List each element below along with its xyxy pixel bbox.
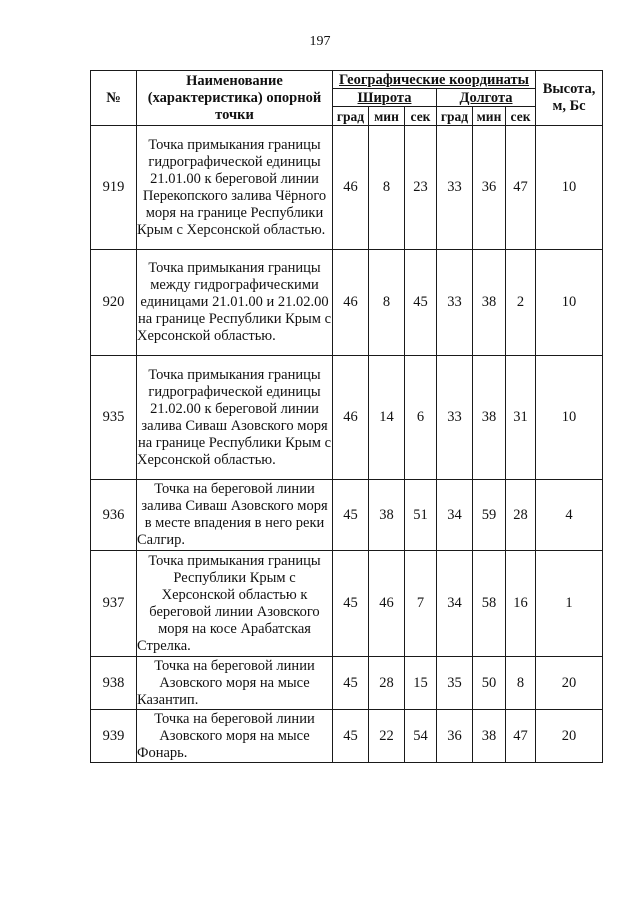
geo-coordinates-label: Географические координаты [339,71,530,88]
point-name: Точка примыкания границы гидрографической единицы 21.01.00 к береговой линии Перекопского залива Чёрного моря на границе Республики Крым с Херсонской областью. [137,126,333,250]
longitude-degrees: 34 [437,480,473,551]
longitude-minutes: 38 [473,250,506,356]
point-number: 919 [91,126,137,250]
table-row [91,710,603,763]
latitude-degrees: 45 [333,551,369,657]
point-number: 938 [91,657,137,710]
coordinates-table [90,70,603,763]
table-row [91,551,603,657]
longitude-degrees: 35 [437,657,473,710]
longitude-minutes: 58 [473,551,506,657]
height-value: 20 [536,657,603,710]
unit-longitude-minutes: мин [473,107,506,126]
longitude-degrees: 34 [437,551,473,657]
table-row [91,250,603,356]
latitude-seconds: 15 [405,657,437,710]
height-value: 10 [536,126,603,250]
table-header [91,71,603,126]
latitude-degrees: 45 [333,657,369,710]
point-name: Точка на береговой линии Азовского моря на мысе Фонарь. [137,710,333,763]
latitude-seconds: 7 [405,551,437,657]
longitude-minutes: 50 [473,657,506,710]
column-header-latitude [333,89,437,107]
latitude-seconds: 23 [405,126,437,250]
longitude-seconds: 47 [506,126,536,250]
longitude-label: Долгота [459,89,513,106]
latitude-label: Широта [357,89,412,106]
longitude-seconds: 2 [506,250,536,356]
longitude-seconds: 16 [506,551,536,657]
latitude-degrees: 45 [333,710,369,763]
longitude-seconds: 8 [506,657,536,710]
latitude-degrees: 46 [333,126,369,250]
height-value: 10 [536,250,603,356]
latitude-degrees: 45 [333,480,369,551]
column-header-height: Высота, м, Бс [536,71,603,126]
table-row [91,480,603,551]
longitude-seconds: 47 [506,710,536,763]
table-row [91,126,603,250]
height-value: 10 [536,356,603,480]
point-name: Точка на береговой линии Азовского моря на мысе Казантип. [137,657,333,710]
latitude-minutes: 28 [369,657,405,710]
point-number: 936 [91,480,137,551]
column-header-name: Наименование (характеристика) опорной точки [137,71,333,126]
point-name: Точка примыкания границы между гидрографическими единицами 21.01.00 и 21.02.00 на границе Республики Крым с Херсонской областью. [137,250,333,356]
longitude-seconds: 28 [506,480,536,551]
point-number: 939 [91,710,137,763]
unit-latitude-seconds: сек [405,107,437,126]
longitude-minutes: 59 [473,480,506,551]
column-header-number: № [91,71,137,126]
longitude-seconds: 31 [506,356,536,480]
column-header-longitude [437,89,536,107]
latitude-degrees: 46 [333,250,369,356]
height-value: 20 [536,710,603,763]
latitude-seconds: 6 [405,356,437,480]
latitude-minutes: 14 [369,356,405,480]
point-number: 935 [91,356,137,480]
point-name: Точка примыкания границы Республики Крым с Херсонской областью к береговой линии Азовского моря на косе Арабатская Стрелка. [137,551,333,657]
longitude-degrees: 33 [437,250,473,356]
column-header-geo-coordinates [333,71,536,89]
point-name: Точка примыкания границы гидрографической единицы 21.02.00 к береговой линии залива Сиваш Азовского моря на границе Республики Крым с Херсонской областью. [137,356,333,480]
table-row [91,356,603,480]
unit-latitude-minutes: мин [369,107,405,126]
latitude-seconds: 54 [405,710,437,763]
height-value: 4 [536,480,603,551]
latitude-minutes: 22 [369,710,405,763]
point-name: Точка на береговой линии залива Сиваш Азовского моря в месте впадения в него реки Салгир. [137,480,333,551]
page-number: 197 [309,34,331,49]
latitude-minutes: 38 [369,480,405,551]
latitude-seconds: 45 [405,250,437,356]
latitude-minutes: 8 [369,126,405,250]
latitude-minutes: 46 [369,551,405,657]
unit-longitude-seconds: сек [506,107,536,126]
longitude-minutes: 38 [473,710,506,763]
point-number: 937 [91,551,137,657]
latitude-degrees: 46 [333,356,369,480]
height-value: 1 [536,551,603,657]
latitude-minutes: 8 [369,250,405,356]
latitude-seconds: 51 [405,480,437,551]
unit-latitude-degrees: град [333,107,369,126]
longitude-minutes: 36 [473,126,506,250]
table-row [91,657,603,710]
longitude-degrees: 36 [437,710,473,763]
unit-longitude-degrees: град [437,107,473,126]
longitude-degrees: 33 [437,356,473,480]
point-number: 920 [91,250,137,356]
longitude-degrees: 33 [437,126,473,250]
longitude-minutes: 38 [473,356,506,480]
